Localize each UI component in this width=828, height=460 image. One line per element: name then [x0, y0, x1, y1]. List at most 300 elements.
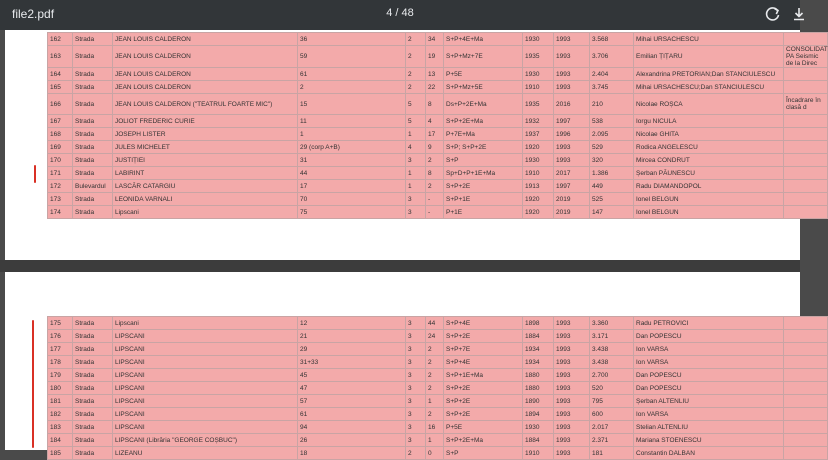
table-cell: 17 — [426, 128, 444, 141]
table-cell: Ionel BELGUN — [634, 193, 784, 206]
table-cell: 1913 — [523, 180, 554, 193]
table-cell: Alexandrina PRETORIAN;Dan STANCIULESCU — [634, 68, 784, 81]
table-cell: 5 — [406, 115, 426, 128]
table-cell: 36 — [298, 33, 406, 46]
table-row — [48, 421, 828, 434]
table-row — [48, 68, 828, 81]
table-cell — [784, 180, 828, 193]
table-cell: 181 — [590, 447, 634, 460]
table-cell: 525 — [590, 193, 634, 206]
annotation-mark — [34, 165, 36, 183]
table-cell: 11 — [298, 115, 406, 128]
table-row — [48, 330, 828, 343]
table-cell: 1884 — [523, 434, 554, 447]
table-cell: Strada — [73, 330, 113, 343]
table-cell: 22 — [426, 81, 444, 94]
table-row — [48, 356, 828, 369]
table-cell — [784, 115, 828, 128]
table-cell: 1993 — [554, 330, 590, 343]
pdf-toolbar — [0, 0, 800, 30]
table-cell: 1993 — [554, 68, 590, 81]
table-cell: Radu DIAMANDOPOL — [634, 180, 784, 193]
table-cell: 1 — [406, 167, 426, 180]
table-cell: 2 — [406, 33, 426, 46]
table-cell: 147 — [590, 206, 634, 219]
monument-table-page-5 — [47, 316, 828, 460]
table-cell: 2016 — [554, 94, 590, 115]
table-cell: Strada — [73, 193, 113, 206]
table-cell: 3.568 — [590, 33, 634, 46]
table-cell: 449 — [590, 180, 634, 193]
table-cell: Strada — [73, 356, 113, 369]
table-cell: LIPSCANI — [113, 421, 298, 434]
table-cell: 13 — [426, 68, 444, 81]
page-indicator[interactable]: 4 / 48 — [386, 7, 414, 19]
table-cell: Rodica ANGELESCU — [634, 141, 784, 154]
table-cell: 1930 — [523, 154, 554, 167]
table-cell: 3.438 — [590, 343, 634, 356]
table-cell: 1934 — [523, 356, 554, 369]
table-cell: 1880 — [523, 382, 554, 395]
table-cell: S+P+2E+Ma — [444, 434, 523, 447]
table-cell: 2 — [426, 382, 444, 395]
table-cell: S+P+2E — [444, 408, 523, 421]
table-cell: 182 — [48, 408, 73, 421]
table-cell: 2 — [426, 369, 444, 382]
table-cell: 31+33 — [298, 356, 406, 369]
table-cell: 4 — [426, 115, 444, 128]
table-cell: S+P+1E — [444, 193, 523, 206]
table-cell: - — [426, 206, 444, 219]
table-cell: 1993 — [554, 356, 590, 369]
table-cell: 1 — [298, 128, 406, 141]
table-row — [48, 206, 828, 219]
table-cell: 600 — [590, 408, 634, 421]
table-cell: 167 — [48, 115, 73, 128]
table-cell: 179 — [48, 369, 73, 382]
table-cell: 1920 — [523, 206, 554, 219]
table-cell: 165 — [48, 81, 73, 94]
table-cell — [784, 206, 828, 219]
table-cell: 2019 — [554, 193, 590, 206]
table-cell: 1993 — [554, 395, 590, 408]
table-cell: JEAN LOUIS CALDERON — [113, 46, 298, 68]
pdf-page-4 — [5, 30, 828, 260]
table-cell: 320 — [590, 154, 634, 167]
file-title: file2.pdf — [12, 7, 55, 21]
table-cell: 19 — [426, 46, 444, 68]
table-cell — [784, 356, 828, 369]
table-cell: Strada — [73, 206, 113, 219]
table-cell: 31 — [298, 154, 406, 167]
table-cell: 2 — [426, 343, 444, 356]
table-cell: 538 — [590, 115, 634, 128]
table-cell: 175 — [48, 317, 73, 330]
table-cell: 57 — [298, 395, 406, 408]
table-cell: JEAN LOUIS CALDERON — [113, 33, 298, 46]
table-cell: 1 — [426, 395, 444, 408]
table-row — [48, 94, 828, 115]
table-cell — [784, 33, 828, 46]
table-cell: 5 — [406, 94, 426, 115]
table-cell: 2 — [298, 81, 406, 94]
table-cell: 3 — [406, 154, 426, 167]
table-cell — [784, 141, 828, 154]
table-cell: 61 — [298, 68, 406, 81]
table-cell: 1993 — [554, 317, 590, 330]
table-cell: Dan POPESCU — [634, 382, 784, 395]
table-cell: 1910 — [523, 167, 554, 180]
table-cell: S+P — [444, 447, 523, 460]
table-cell: Dan POPESCU — [634, 330, 784, 343]
table-cell: 18 — [298, 447, 406, 460]
pdf-page-5 — [5, 272, 800, 457]
table-cell: Strada — [73, 421, 113, 434]
table-row — [48, 408, 828, 421]
table-cell: 8 — [426, 94, 444, 115]
table-row — [48, 141, 828, 154]
table-cell: 21 — [298, 330, 406, 343]
table-cell — [784, 395, 828, 408]
table-cell: 1993 — [554, 447, 590, 460]
table-cell: LASCĂR CATARGIU — [113, 180, 298, 193]
table-cell: 15 — [298, 94, 406, 115]
table-cell: 529 — [590, 141, 634, 154]
table-cell: 185 — [48, 447, 73, 460]
table-cell: 3 — [406, 330, 426, 343]
download-icon[interactable] — [790, 5, 808, 23]
table-cell: 24 — [426, 330, 444, 343]
table-cell: P+5E — [444, 68, 523, 81]
table-cell: Strada — [73, 68, 113, 81]
table-row — [48, 343, 828, 356]
table-cell: 1.386 — [590, 167, 634, 180]
table-cell: 2019 — [554, 206, 590, 219]
table-cell: Strada — [73, 141, 113, 154]
table-cell: LIPSCANI — [113, 343, 298, 356]
table-cell: Mariana STOENESCU — [634, 434, 784, 447]
table-cell — [784, 447, 828, 460]
table-cell: Strada — [73, 154, 113, 167]
table-cell: Strada — [73, 81, 113, 94]
table-cell: 44 — [298, 167, 406, 180]
table-cell: Dan POPESCU — [634, 369, 784, 382]
table-cell: 1993 — [554, 408, 590, 421]
table-cell: Constantin DALBAN — [634, 447, 784, 460]
table-cell: 178 — [48, 356, 73, 369]
table-cell: S+P+Mz+7E — [444, 46, 523, 68]
table-cell: 1993 — [554, 369, 590, 382]
table-cell: 163 — [48, 46, 73, 68]
table-cell: 34 — [426, 33, 444, 46]
table-cell — [784, 382, 828, 395]
table-row — [48, 154, 828, 167]
table-cell: Mircea CONDRUT — [634, 154, 784, 167]
table-cell: 3 — [406, 421, 426, 434]
table-cell — [784, 317, 828, 330]
table-cell: 174 — [48, 206, 73, 219]
table-cell: Încadrare în clasă d — [784, 94, 828, 115]
table-cell: 1993 — [554, 343, 590, 356]
table-cell: 173 — [48, 193, 73, 206]
table-cell: 0 — [426, 447, 444, 460]
table-cell: 1934 — [523, 343, 554, 356]
table-cell: 3.745 — [590, 81, 634, 94]
table-cell: Strada — [73, 46, 113, 68]
table-cell — [784, 330, 828, 343]
table-cell: 1898 — [523, 317, 554, 330]
table-cell: 183 — [48, 421, 73, 434]
table-cell: 1996 — [554, 128, 590, 141]
table-row — [48, 382, 828, 395]
table-cell: Strada — [73, 33, 113, 46]
table-cell: Strada — [73, 395, 113, 408]
table-cell: 75 — [298, 206, 406, 219]
table-cell: LIPSCANI — [113, 356, 298, 369]
table-cell: 61 — [298, 408, 406, 421]
table-cell: 1993 — [554, 434, 590, 447]
table-cell: S+P+2E — [444, 395, 523, 408]
table-cell: 2 — [426, 180, 444, 193]
table-cell: JUSTIȚIEI — [113, 154, 298, 167]
table-cell: Emilian ȚIȚARU — [634, 46, 784, 68]
table-cell — [784, 167, 828, 180]
table-cell: 2 — [406, 46, 426, 68]
table-cell: Stelian ALTENLIU — [634, 421, 784, 434]
table-cell: 171 — [48, 167, 73, 180]
table-cell: 2 — [426, 356, 444, 369]
table-cell: S+P+4E — [444, 317, 523, 330]
table-cell: Strada — [73, 447, 113, 460]
table-cell: 795 — [590, 395, 634, 408]
table-cell: Mihai URSACHESCU — [634, 33, 784, 46]
table-cell: 2 — [406, 68, 426, 81]
table-cell: 1884 — [523, 330, 554, 343]
table-cell: Șerban ALTENLIU — [634, 395, 784, 408]
table-cell: LIPSCANI (Librăria "GEORGE COȘBUC") — [113, 434, 298, 447]
table-cell: 1993 — [554, 33, 590, 46]
table-cell: P+1E — [444, 206, 523, 219]
table-cell: 3 — [406, 343, 426, 356]
table-cell: 1894 — [523, 408, 554, 421]
table-cell: Strada — [73, 115, 113, 128]
table-cell: Ion VARSA — [634, 343, 784, 356]
table-cell — [784, 68, 828, 81]
table-row — [48, 369, 828, 382]
table-cell: 3.171 — [590, 330, 634, 343]
table-cell: S+P — [444, 154, 523, 167]
table-cell: 3 — [406, 434, 426, 447]
table-cell: 210 — [590, 94, 634, 115]
table-cell: 2017 — [554, 167, 590, 180]
table-cell: S+P+1E+Ma — [444, 369, 523, 382]
table-cell: JULES MICHELET — [113, 141, 298, 154]
table-cell: JEAN LOUIS CALDERON ("TEATRUL FOARTE MIC") — [113, 94, 298, 115]
table-cell: 1997 — [554, 180, 590, 193]
table-cell: Strada — [73, 167, 113, 180]
table-cell: 3 — [406, 317, 426, 330]
table-cell: LIPSCANI — [113, 330, 298, 343]
annotation-mark — [32, 320, 34, 448]
table-cell: 3.706 — [590, 46, 634, 68]
table-cell: 172 — [48, 180, 73, 193]
table-row — [48, 46, 828, 68]
table-cell — [784, 434, 828, 447]
table-cell: LABIRINT — [113, 167, 298, 180]
table-cell: 3 — [406, 408, 426, 421]
table-row — [48, 128, 828, 141]
table-row — [48, 193, 828, 206]
table-cell: 1920 — [523, 141, 554, 154]
table-cell: Șerban PĂUNESCU — [634, 167, 784, 180]
table-cell: 180 — [48, 382, 73, 395]
monument-table-page-4 — [47, 32, 828, 219]
table-cell: S+P+2E+Ma — [444, 115, 523, 128]
table-cell: S+P+4E+Ma — [444, 33, 523, 46]
table-cell: CONSOLIDAT PA Seismic de la Direc — [784, 46, 828, 68]
table-cell: LIZEANU — [113, 447, 298, 460]
table-cell: 47 — [298, 382, 406, 395]
table-cell: 162 — [48, 33, 73, 46]
table-cell: 8 — [426, 167, 444, 180]
table-cell: Strada — [73, 382, 113, 395]
table-cell: 26 — [298, 434, 406, 447]
table-cell: Strada — [73, 434, 113, 447]
table-cell: 1937 — [523, 128, 554, 141]
table-cell: Ion VARSA — [634, 408, 784, 421]
table-cell: 1910 — [523, 81, 554, 94]
table-cell: JEAN LOUIS CALDERON — [113, 68, 298, 81]
table-cell: 1930 — [523, 33, 554, 46]
table-cell: 3 — [406, 206, 426, 219]
table-cell: 9 — [426, 141, 444, 154]
table-cell: 1890 — [523, 395, 554, 408]
table-row — [48, 395, 828, 408]
table-cell: - — [426, 193, 444, 206]
table-cell: LIPSCANI — [113, 408, 298, 421]
table-cell: 1880 — [523, 369, 554, 382]
table-cell: 520 — [590, 382, 634, 395]
table-cell: 29 (corp A+B) — [298, 141, 406, 154]
table-cell: 2 — [426, 154, 444, 167]
table-cell — [784, 421, 828, 434]
table-cell: 3 — [406, 382, 426, 395]
table-cell: 177 — [48, 343, 73, 356]
table-cell: S+P; S+P+2E — [444, 141, 523, 154]
table-cell: S+P+2E — [444, 382, 523, 395]
page-separator — [0, 260, 800, 272]
table-cell: 1 — [406, 128, 426, 141]
table-cell: S+P+2E — [444, 180, 523, 193]
table-cell: 44 — [426, 317, 444, 330]
table-cell: 168 — [48, 128, 73, 141]
table-cell: JOSEPH LISTER — [113, 128, 298, 141]
table-row — [48, 447, 828, 460]
table-cell: 3.360 — [590, 317, 634, 330]
table-cell: 176 — [48, 330, 73, 343]
table-cell: Ion VARSA — [634, 356, 784, 369]
table-cell: 1935 — [523, 94, 554, 115]
table-cell — [784, 154, 828, 167]
table-cell: 2.095 — [590, 128, 634, 141]
table-cell — [784, 193, 828, 206]
table-cell: 17 — [298, 180, 406, 193]
table-cell: JEAN LOUIS CALDERON — [113, 81, 298, 94]
table-cell: 1910 — [523, 447, 554, 460]
table-cell: 70 — [298, 193, 406, 206]
table-cell: 3 — [406, 395, 426, 408]
table-cell: Ds+P+2E+Ma — [444, 94, 523, 115]
table-cell: 1993 — [554, 141, 590, 154]
table-row — [48, 115, 828, 128]
table-cell: Lipscani — [113, 206, 298, 219]
table-cell: 2 — [406, 81, 426, 94]
table-cell: Strada — [73, 408, 113, 421]
table-cell: 181 — [48, 395, 73, 408]
table-cell: 166 — [48, 94, 73, 115]
table-cell: Strada — [73, 94, 113, 115]
table-cell: 45 — [298, 369, 406, 382]
table-row — [48, 167, 828, 180]
table-cell: 170 — [48, 154, 73, 167]
table-cell: 1993 — [554, 382, 590, 395]
table-cell: S+P+Mz+5E — [444, 81, 523, 94]
table-cell: 1 — [406, 180, 426, 193]
table-cell: 2.371 — [590, 434, 634, 447]
table-cell — [784, 81, 828, 94]
table-cell: 3 — [406, 356, 426, 369]
table-cell: 3.438 — [590, 356, 634, 369]
table-cell: S+P+4E — [444, 356, 523, 369]
table-cell: P+7E+Ma — [444, 128, 523, 141]
table-cell: Sp+D+P+1E+Ma — [444, 167, 523, 180]
table-cell: 1920 — [523, 193, 554, 206]
table-cell: 59 — [298, 46, 406, 68]
table-cell: 1932 — [523, 115, 554, 128]
table-row — [48, 81, 828, 94]
table-cell: Mihai URSACHESCU;Dan STANCIULESCU — [634, 81, 784, 94]
table-row — [48, 434, 828, 447]
table-cell: 29 — [298, 343, 406, 356]
table-cell: LIPSCANI — [113, 382, 298, 395]
table-cell: 1930 — [523, 68, 554, 81]
table-row — [48, 180, 828, 193]
table-cell: Strada — [73, 343, 113, 356]
table-cell: 2 — [406, 447, 426, 460]
table-cell: Strada — [73, 369, 113, 382]
table-cell — [784, 369, 828, 382]
table-cell — [784, 408, 828, 421]
table-cell: JOLIOT FREDERIC CURIE — [113, 115, 298, 128]
table-cell: LIPSCANI — [113, 369, 298, 382]
table-cell: LIPSCANI — [113, 395, 298, 408]
table-cell: 164 — [48, 68, 73, 81]
table-cell: 1993 — [554, 81, 590, 94]
table-cell: 184 — [48, 434, 73, 447]
table-cell: 1930 — [523, 421, 554, 434]
rotate-icon[interactable] — [764, 5, 782, 23]
table-cell: Nicolae ROȘCA — [634, 94, 784, 115]
table-cell — [784, 128, 828, 141]
table-cell: 1993 — [554, 46, 590, 68]
table-cell: 1997 — [554, 115, 590, 128]
table-cell: 16 — [426, 421, 444, 434]
table-cell: S+P+2E — [444, 330, 523, 343]
table-row — [48, 317, 828, 330]
table-cell: 3 — [406, 369, 426, 382]
table-cell: Radu PETROVICI — [634, 317, 784, 330]
table-cell: 1993 — [554, 421, 590, 434]
